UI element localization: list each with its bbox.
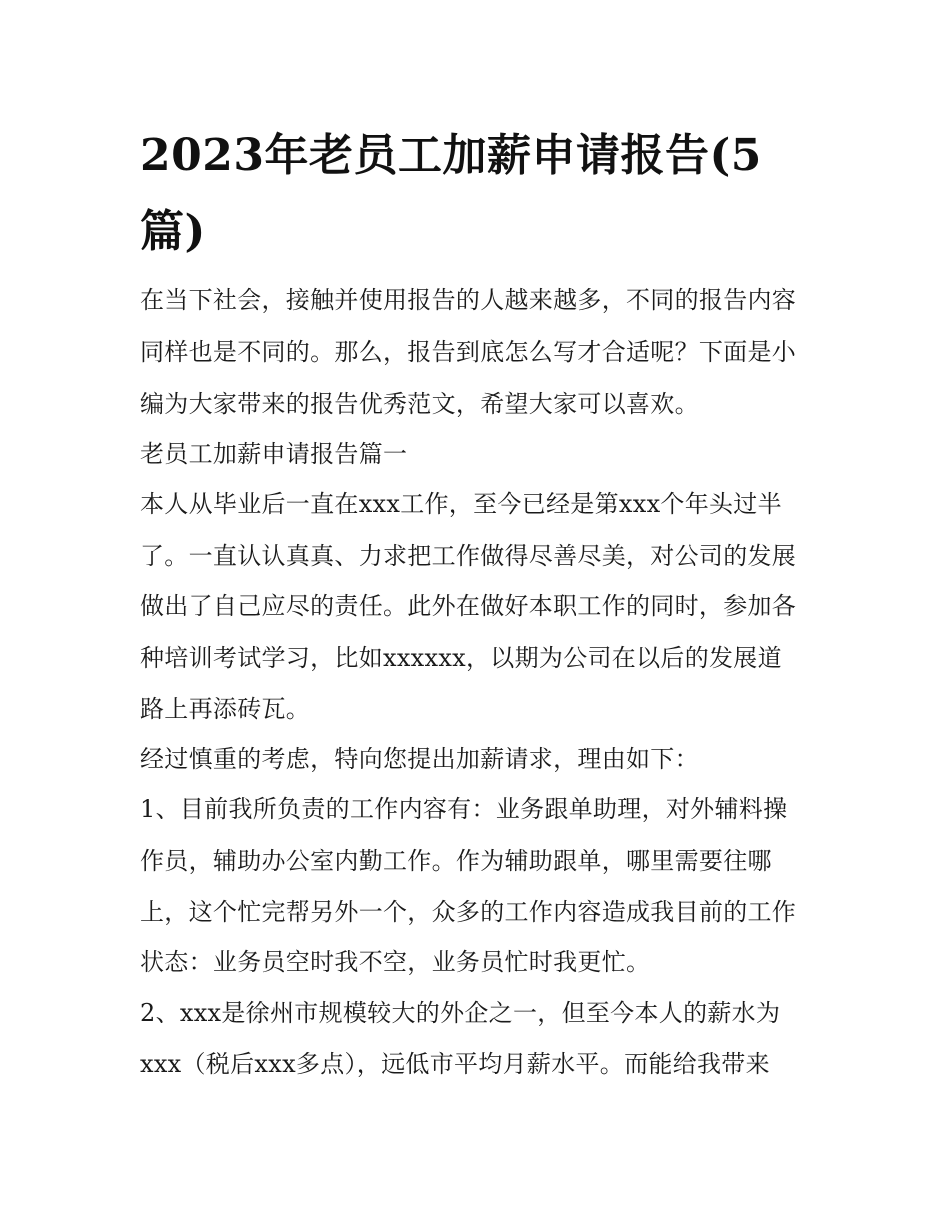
intro-line-1: 在当下社会，接触并使用报告的人越来越多，不同的报告内容 <box>140 286 797 314</box>
reason-1-line-4: 状态：业务员空时我不空，业务员忙时我更忙。 <box>140 948 651 976</box>
body-line-4: 种培训考试学习，比如xxxxxx，以期为公司在以后的发展道 <box>140 644 782 672</box>
reason-1-line-1: 1、目前我所负责的工作内容有：业务跟单助理，对外辅料操 <box>140 795 788 823</box>
reason-1-line-3: 上，这个忙完帮另外一个，众多的工作内容造成我目前的工作 <box>140 898 797 926</box>
intro-line-2: 同样也是不同的。那么，报告到底怎么写才合适呢？下面是小 <box>140 338 797 366</box>
title-line-2: 篇) <box>140 206 206 257</box>
body-line-2: 了。一直认认真真、力求把工作做得尽善尽美，对公司的发展 <box>140 542 797 570</box>
intro-line-3: 编为大家带来的报告优秀范文，希望大家可以喜欢。 <box>140 390 699 418</box>
body-line-1: 本人从毕业后一直在xxx工作，至今已经是第xxx个年头过半 <box>140 490 782 518</box>
document-title <box>140 118 820 270</box>
body-line-5: 路上再添砖瓦。 <box>140 695 311 723</box>
reason-2-line-1: 2、xxx是徐州市规模较大的外企之一，但至今本人的薪水为 <box>140 999 781 1027</box>
section-heading: 老员工加薪申请报告篇一 <box>140 440 408 468</box>
body-line-3: 做出了自己应尽的责任。此外在做好本职工作的同时，参加各 <box>140 592 797 620</box>
reason-1-line-2: 作员，辅助办公室内勤工作。作为辅助跟单，哪里需要往哪 <box>140 847 772 875</box>
reason-intro: 经过慎重的考虑，特向您提出加薪请求，理由如下： <box>140 745 699 773</box>
title-line-1: 2023年老员工加薪申请报告(5 <box>140 130 762 181</box>
reason-2-line-2: xxx（税后xxx多点），远低市平均月薪水平。而能给我带来 <box>140 1050 770 1078</box>
